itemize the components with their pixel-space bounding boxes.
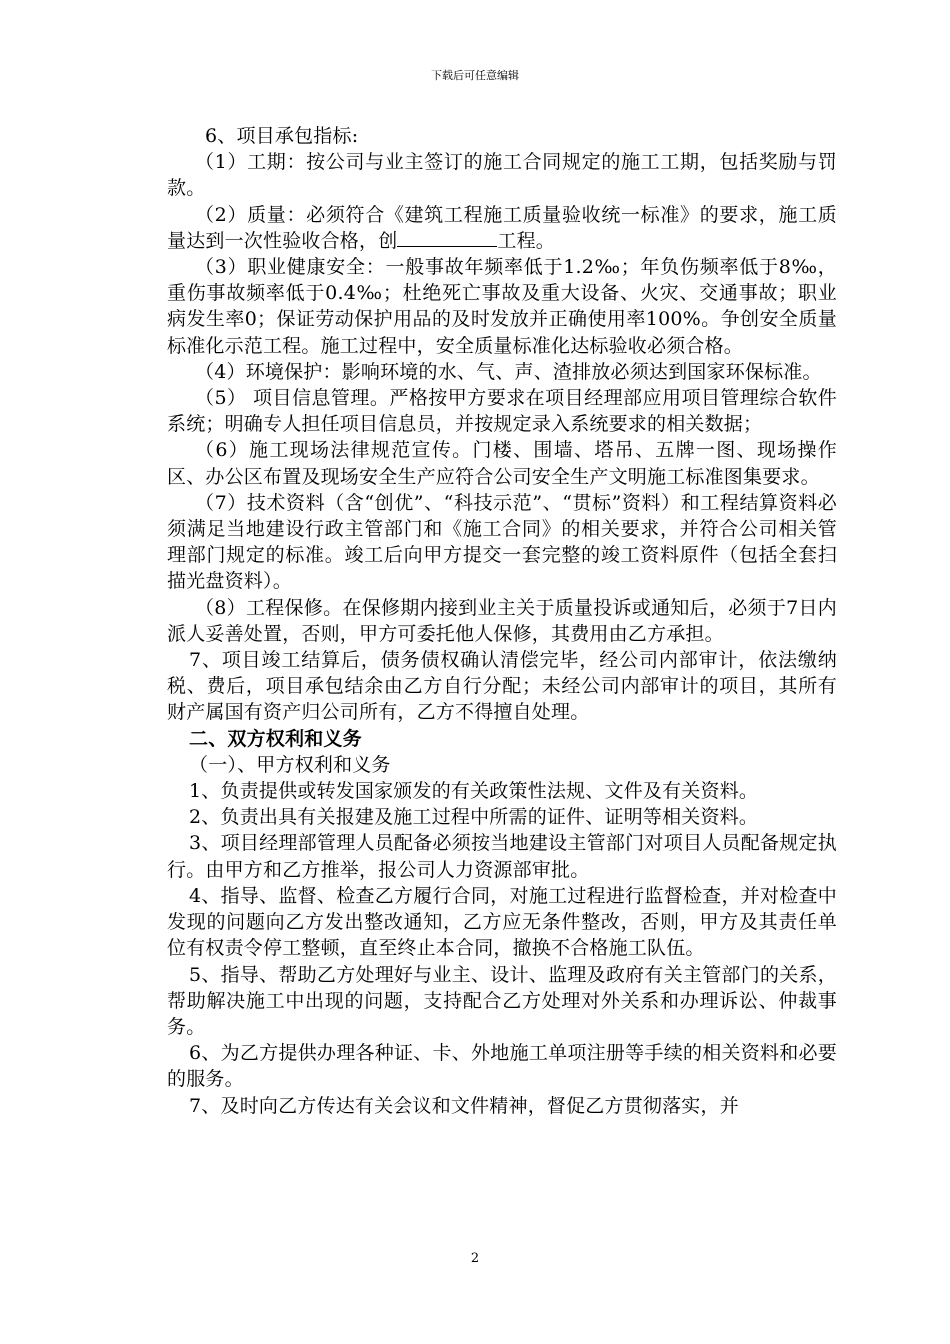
party-a-subheading: （一）、甲方权利和义务 — [189, 753, 391, 776]
party-a-item-2: 2、负责出具有关报建及施工过程中所需的证件、证明等相关资料。 — [189, 806, 759, 829]
party-a-item-3: 3、项目经理部管理人员配备必须按当地建设主管部门对项目人员配备规定执行。由甲方和乙方推举，报公司人力资源部审批。 — [167, 832, 837, 881]
item-1-schedule: （1）工期：按公司与业主签订的施工合同规定的施工工期，包括奖励与罚款。 — [167, 151, 837, 200]
quality-text-before: （2）质量：必须符合《建筑工程施工质量验收统一标准》的要求，施工质量达到一次性验收合格，创 — [167, 203, 837, 252]
section-7-settlement: 7、项目竣工结算后，债务债权确认清偿完毕，经公司内部审计，依法缴纳税、费后，项目承包结余由乙方自行分配；未经公司内部审计的项目，其所有财产属国有资产归公司所有，乙方不得擅自处理。 — [167, 649, 837, 724]
party-a-item-1: 1、负责提供或转发国家颁发的有关政策性法规、文件及有关资料。 — [189, 780, 759, 803]
item-8-warranty: （8）工程保修。在保修期内接到业主关于质量投诉或通知后，必须于7日内派人妥善处置，否则，甲方可委托他人保修，其费用由乙方承担。 — [167, 596, 837, 645]
item-4-environment: （4）环境保护：影响环境的水、气、声、渣排放必须达到国家环保标准。 — [195, 360, 822, 383]
item-5-information: （5） 项目信息管理。严格按甲方要求在项目经理部应用项目管理综合软件系统；明确专人担任项目信息员，并按规定录入系统要求的相关数据； — [167, 387, 837, 436]
page-header: 下载后可任意编辑 — [431, 69, 519, 82]
document-body — [167, 123, 837, 1119]
section-rights-heading: 二、双方权利和义务 — [189, 727, 362, 750]
item-7-technical-data: （7）技术资料（含“创优”、“科技示范”、“贯标”资料）和工程结算资料必须满足当地建设行政主管部门和《施工合同》的相关要求，并符合公司相关管理部门规定的标准。竣工后向甲方提交一套完整的竣工资料原件（包括全套扫描光盘资料）。 — [167, 491, 837, 593]
quality-text-after: 工程。 — [497, 229, 556, 252]
party-a-item-7: 7、及时向乙方传达有关会议和文件精神，督促乙方贯彻落实，并 — [189, 1094, 739, 1117]
item-2-quality — [167, 202, 837, 254]
page-number: 2 — [470, 1251, 480, 1266]
item-3-safety: （3）职业健康安全：一般事故年频率低于1.2‰；年负伤频率低于8‰，重伤事故频率低于0.4‰；杜绝死亡事故及重大设备、火灾、交通事故；职业病发生率0；保证劳动保护用品的及时发放并正确使用率100%。争创安全质量标准化示范工程。施工过程中，安全质量标准化达标验收必须合格。 — [167, 256, 837, 357]
item-6-site-publicity: （6）施工现场法律规范宣传。门楼、围墙、塔吊、五牌一图、现场操作区、办公区布置及现场安全生产应符合公司安全生产文明施工标准图集要求。 — [167, 439, 837, 488]
party-a-item-4: 4、指导、监督、检查乙方履行合同，对施工过程进行监督检查，并对检查中发现的问题向乙方发出整改通知，乙方应无条件整改，否则，甲方及其责任单位有权责令停工整顿，直至终止本合同，撤换不合格施工队伍。 — [167, 884, 837, 960]
party-a-item-6: 6、为乙方提供办理各种证、卡、外地施工单项注册等手续的相关资料和必要的服务。 — [167, 1042, 837, 1091]
quality-blank-field — [397, 229, 497, 247]
party-a-item-5: 5、指导、帮助乙方处理好与业主、设计、监理及政府有关主管部门的关系，帮助解决施工中出现的问题，支持配合乙方处理对外关系和办理诉讼、仲裁事务。 — [167, 963, 837, 1038]
section-6-heading: 6、项目承包指标: — [205, 125, 359, 147]
